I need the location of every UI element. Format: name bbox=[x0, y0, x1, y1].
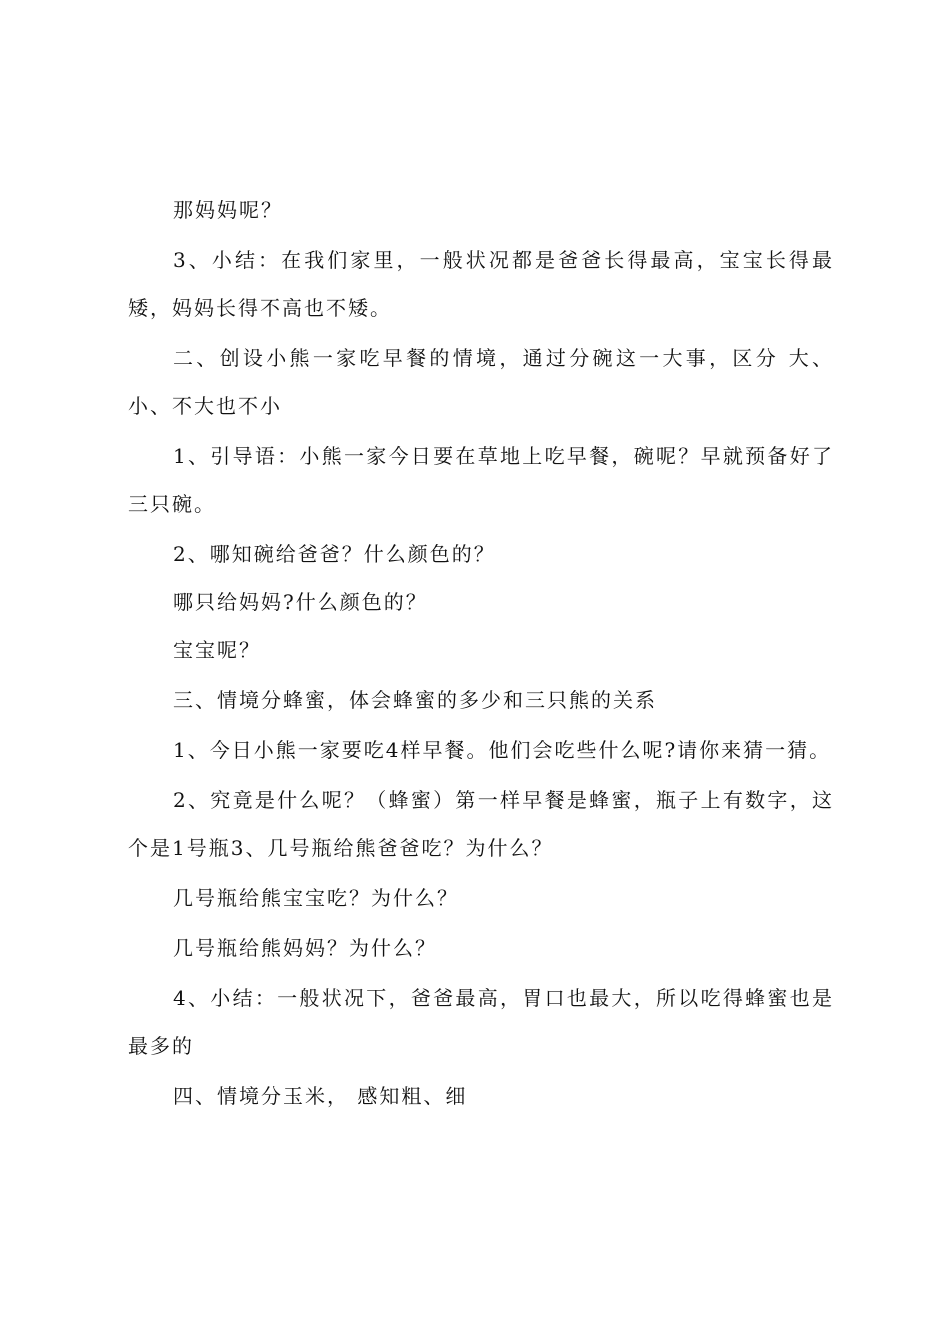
paragraph-12: 几号瓶给熊妈妈？为什么？ bbox=[173, 936, 437, 960]
paragraph-7: 宝宝呢？ bbox=[173, 638, 261, 662]
paragraph-11: 几号瓶给熊宝宝吃？为什么？ bbox=[173, 886, 459, 910]
paragraph-3: 二、创设小熊一家吃早餐的情境，通过分碗这一大事，区分 大、小、不大也不小 bbox=[128, 346, 834, 418]
document-body bbox=[128, 186, 834, 1122]
paragraph-6: 哪只给妈妈?什么颜色的？ bbox=[173, 590, 428, 614]
paragraph-1: 那妈妈呢？ bbox=[173, 198, 283, 222]
paragraph-9: 1、今日小熊一家要吃4样早餐。他们会吃些什么呢?请你来猜一猜。 bbox=[173, 738, 832, 762]
paragraph-4: 1、引导语：小熊一家今日要在草地上吃早餐，碗呢？早就预备好了三只碗。 bbox=[128, 444, 834, 516]
paragraph-13: 4、小结：一般状况下，爸爸最高，胃口也最大，所以吃得蜂蜜也是最多的 bbox=[128, 986, 834, 1058]
paragraph-8: 三、情境分蜂蜜，体会蜂蜜的多少和三只熊的关系 bbox=[173, 688, 657, 712]
paragraph-2: 3、小结：在我们家里，一般状况都是爸爸长得最高，宝宝长得最矮，妈妈长得不高也不矮。 bbox=[128, 248, 834, 320]
paragraph-5: 2、哪知碗给爸爸？什么颜色的？ bbox=[173, 542, 496, 566]
paragraph-14: 四、情境分玉米， 感知粗、细 bbox=[173, 1084, 468, 1108]
paragraph-10: 2、究竟是什么呢？（蜂蜜）第一样早餐是蜂蜜，瓶子上有数字，这个是1号瓶3、几号瓶给熊爸爸吃？为什么？ bbox=[128, 788, 834, 860]
